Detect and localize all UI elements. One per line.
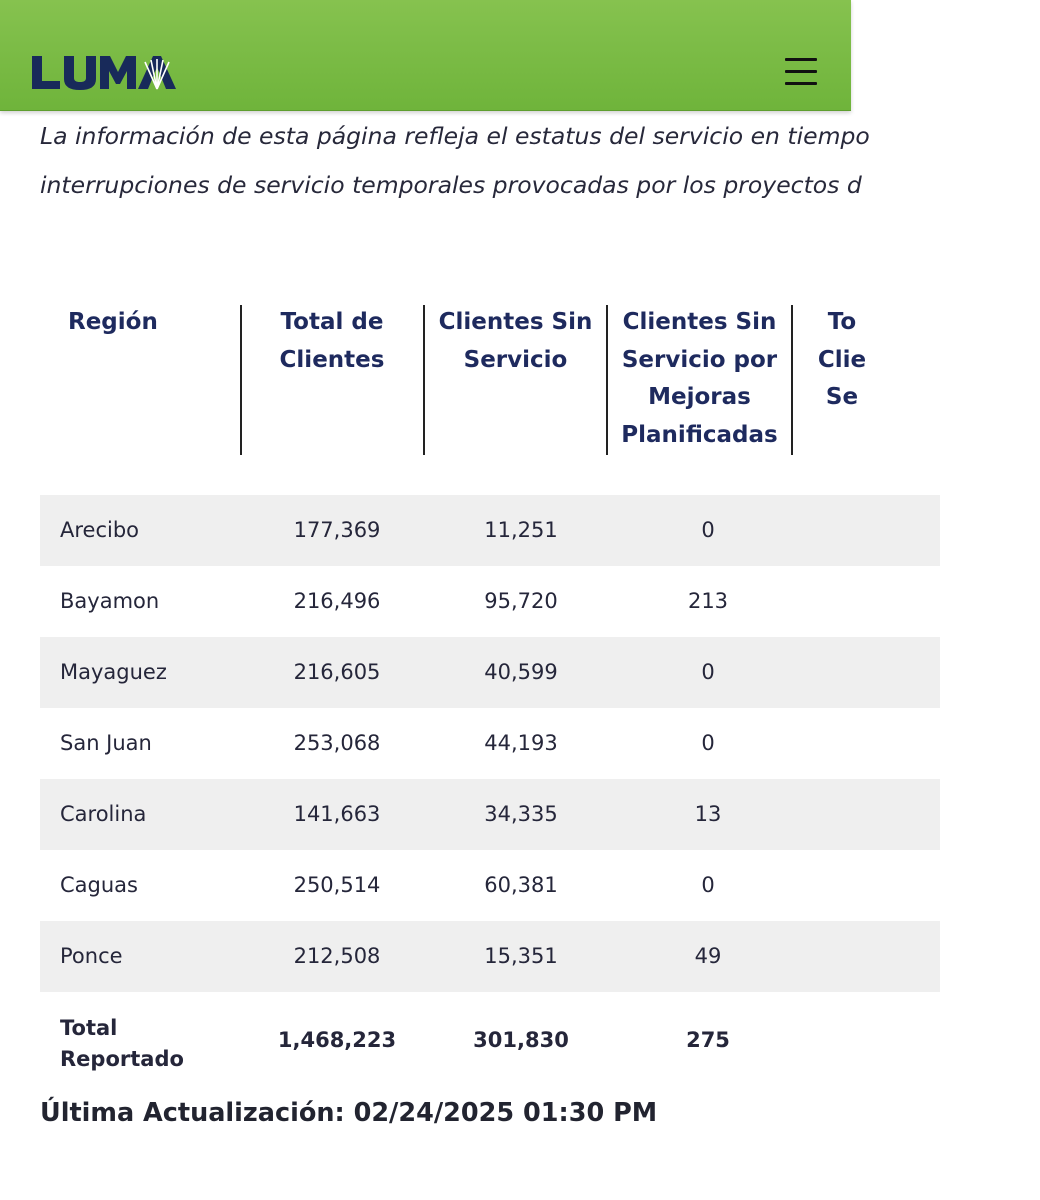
planned-value: 49	[694, 944, 722, 968]
table-row	[40, 921, 940, 992]
outage-table	[40, 300, 940, 1071]
total-label: Total Reportado	[60, 1016, 184, 1071]
without-service-sum: 301,830	[473, 1028, 569, 1052]
total-clients-value: 141,663	[293, 802, 381, 826]
without-service-value: 34,335	[484, 802, 558, 826]
total-clients-value: 216,605	[293, 660, 381, 684]
planned-value: 0	[701, 731, 715, 755]
header-without-service: Clientes Sin Servicio	[438, 309, 593, 373]
table-total-row	[40, 995, 940, 1085]
header-partial-column: To Clie Se	[817, 309, 867, 410]
intro-line-1: La información de esta página refleja el estatus del servicio en tiempo	[40, 122, 870, 150]
table-row	[40, 495, 940, 566]
without-service-value: 15,351	[484, 944, 558, 968]
intro-line-2: interrupciones de servicio temporales provocadas por los proyectos d	[40, 171, 862, 199]
without-service-value: 11,251	[484, 518, 558, 542]
total-clients-value: 250,514	[293, 873, 381, 897]
planned-value: 13	[694, 802, 722, 826]
last-updated: Última Actualización: 02/24/2025 01:30 PM	[40, 1098, 658, 1128]
region-name: Caguas	[60, 873, 138, 897]
total-clients-value: 212,508	[293, 944, 381, 968]
region-name: Carolina	[60, 802, 147, 826]
region-name: San Juan	[60, 731, 152, 755]
without-service-value: 95,720	[484, 589, 558, 613]
table-row	[40, 708, 940, 779]
region-name: Mayaguez	[60, 660, 167, 684]
total-clients-value: 177,369	[293, 518, 381, 542]
luma-logo[interactable]	[30, 52, 176, 92]
total-clients-sum: 1,468,223	[277, 1028, 397, 1052]
table-row	[40, 637, 940, 708]
without-service-value: 40,599	[484, 660, 558, 684]
table-header	[40, 300, 940, 456]
planned-value: 0	[701, 873, 715, 897]
planned-value: 0	[701, 660, 715, 684]
header-total-clients: Total de Clientes	[279, 309, 385, 373]
planned-value: 0	[701, 518, 715, 542]
total-clients-value: 253,068	[293, 731, 381, 755]
total-clients-value: 216,496	[293, 589, 381, 613]
header-planned-improvements: Clientes Sin Servicio por Mejoras Planificadas	[621, 309, 778, 448]
site-header	[0, 0, 851, 111]
region-name: Bayamon	[60, 589, 160, 613]
without-service-value: 44,193	[484, 731, 558, 755]
luma-logo-mark	[30, 52, 176, 92]
region-name: Arecibo	[60, 518, 140, 542]
table-row	[40, 850, 940, 921]
hamburger-menu-icon[interactable]	[785, 56, 817, 86]
region-name: Ponce	[60, 944, 123, 968]
table-row	[40, 779, 940, 850]
without-service-value: 60,381	[484, 873, 558, 897]
planned-sum: 275	[686, 1028, 730, 1052]
table-row	[40, 566, 940, 637]
header-region: Región	[68, 309, 158, 335]
planned-value: 213	[687, 589, 729, 613]
intro-text	[40, 112, 1040, 210]
